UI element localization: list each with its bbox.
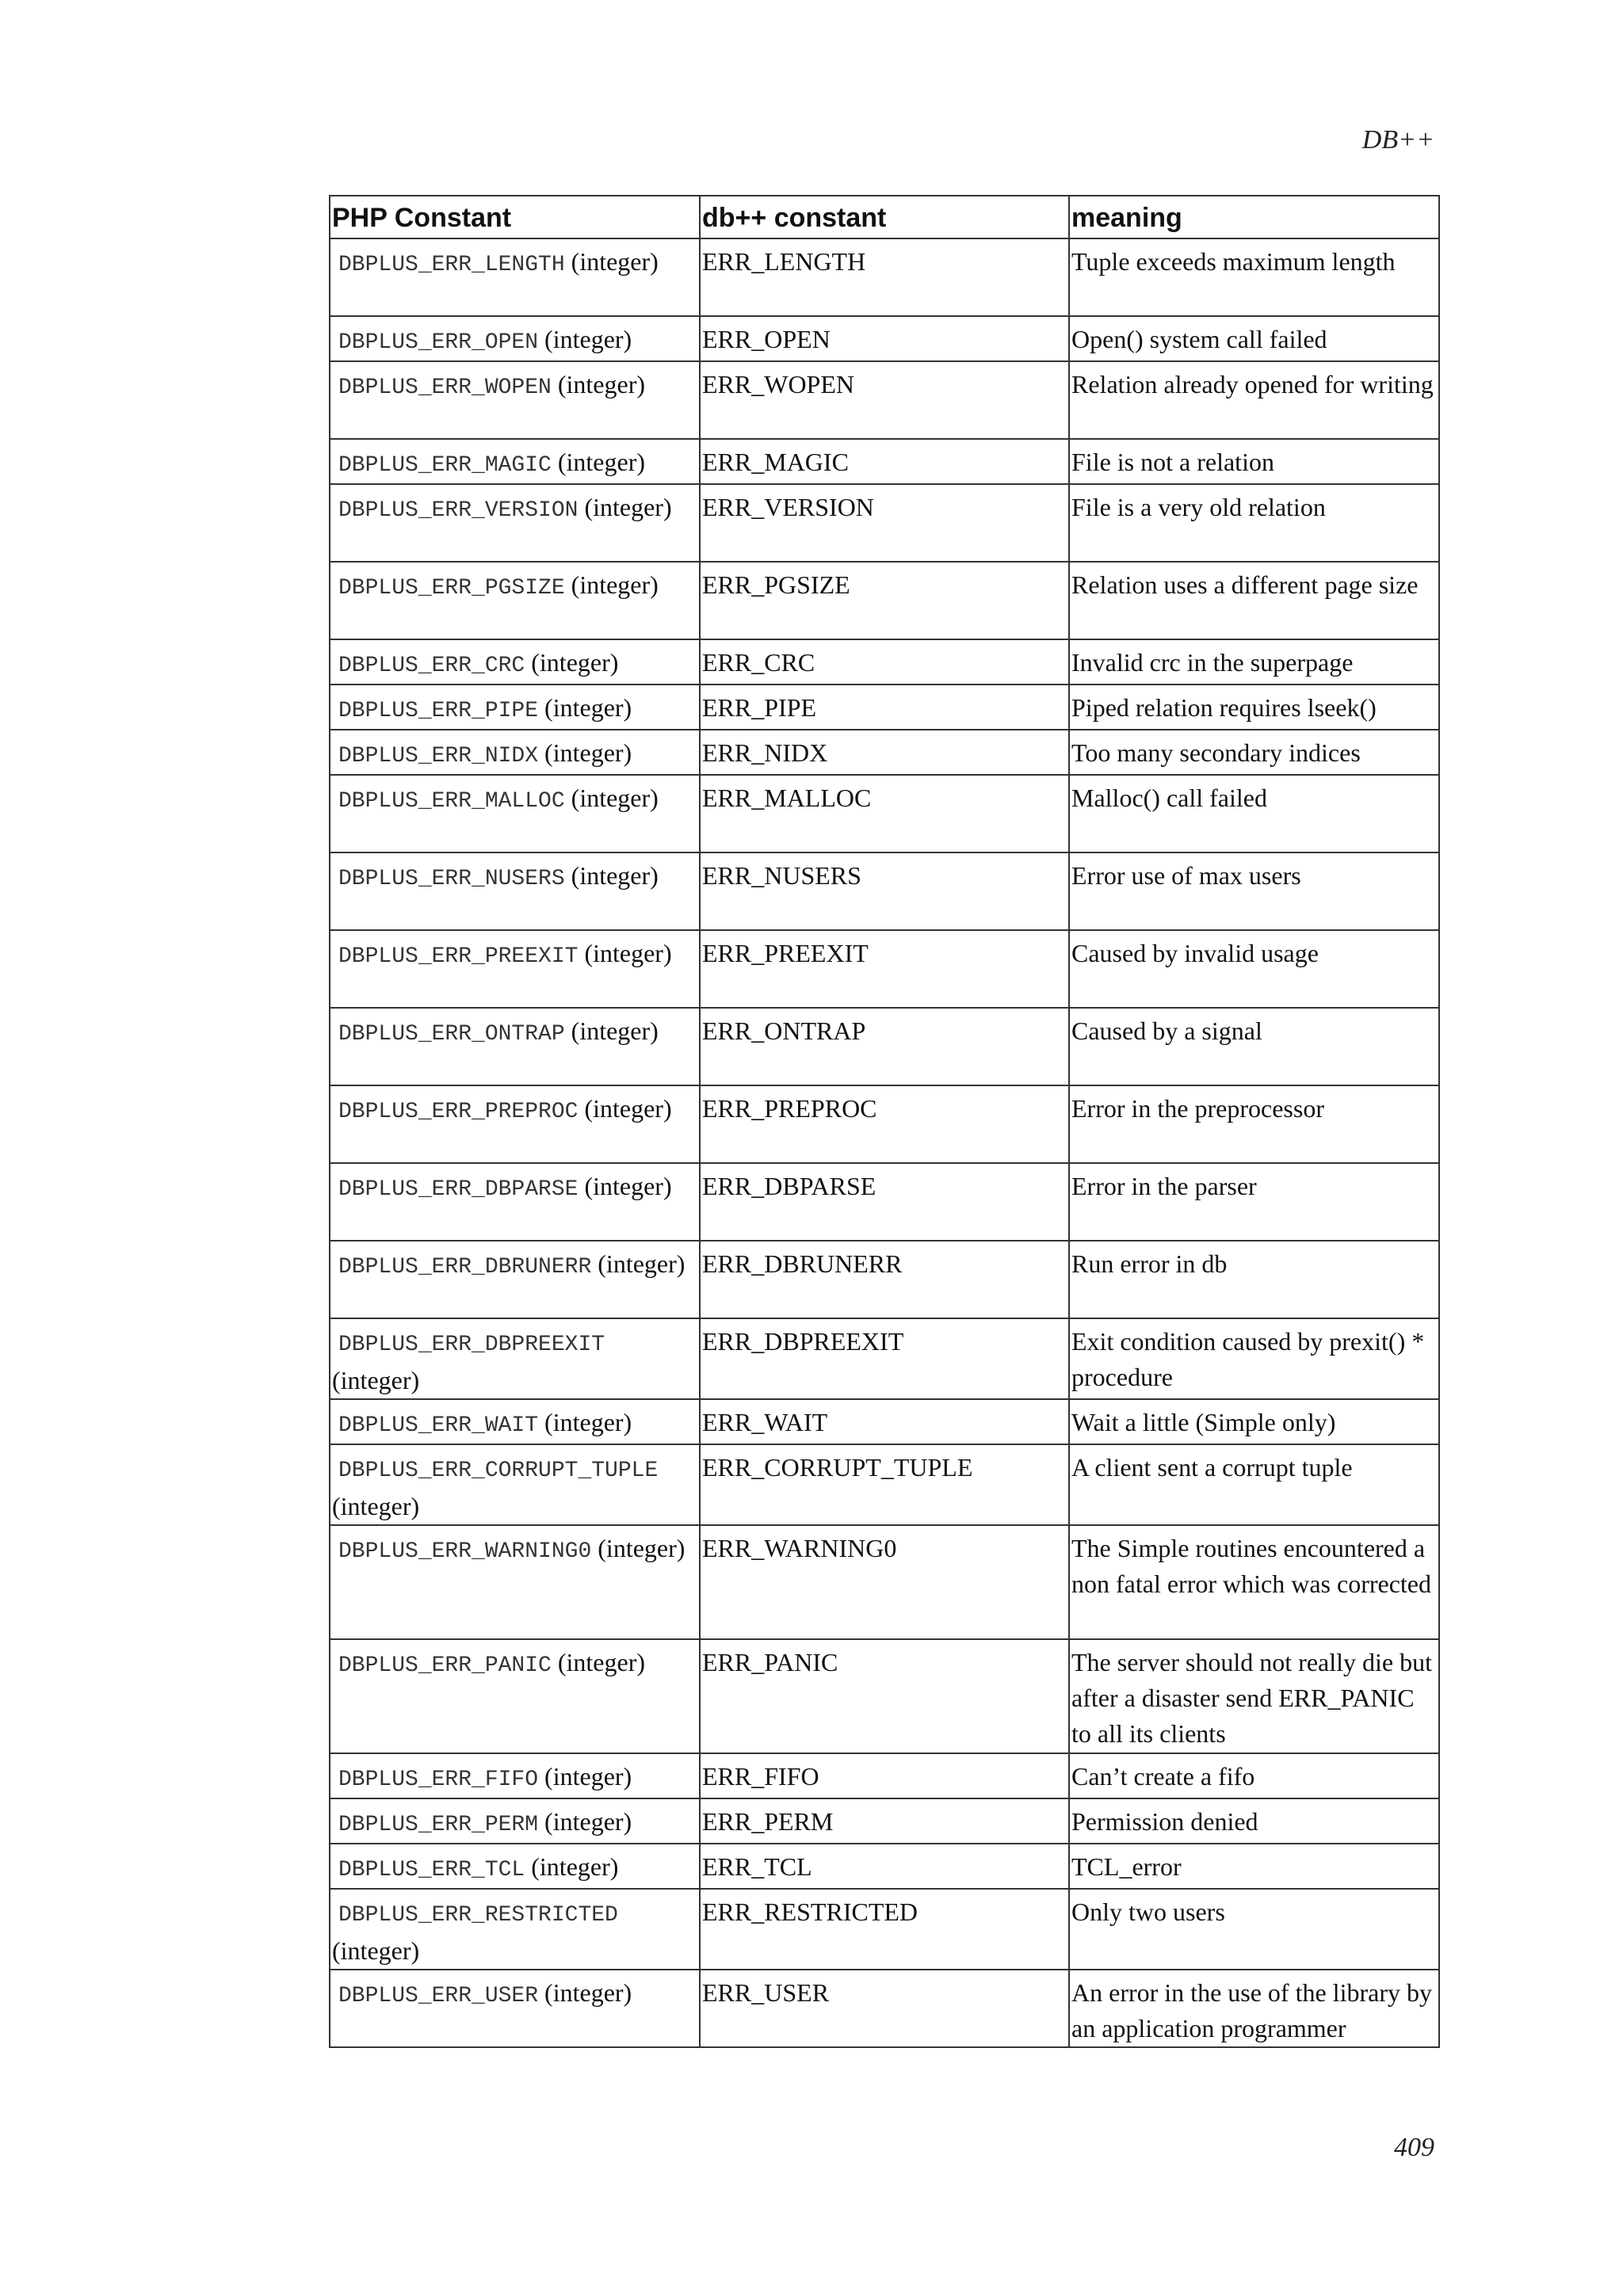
php-constant-cell xyxy=(330,1889,700,1970)
php-constant-cell xyxy=(330,484,700,562)
php-constant-type: (integer) xyxy=(544,325,632,353)
dbpp-constant-cell: ERR_TCL xyxy=(700,1844,1069,1889)
dbpp-constant-cell: ERR_VERSION xyxy=(700,484,1069,562)
dbpp-constant-cell: ERR_RESTRICTED xyxy=(700,1889,1069,1970)
meaning-cell: Error in the preprocessor xyxy=(1069,1085,1439,1163)
table-row xyxy=(330,1318,1439,1399)
dbpp-constant-cell: ERR_MALLOC xyxy=(700,775,1069,852)
php-constant-name: DBPLUS_ERR_PERM xyxy=(338,1813,539,1837)
dbpp-constant-cell: ERR_LENGTH xyxy=(700,238,1069,316)
table-row xyxy=(330,1444,1439,1525)
meaning-cell: Relation already opened for writing xyxy=(1069,361,1439,439)
php-constant-type: (integer) xyxy=(531,648,619,677)
meaning-cell: Error use of max users xyxy=(1069,852,1439,930)
dbpp-constant-cell: ERR_FIFO xyxy=(700,1753,1069,1798)
table-row xyxy=(330,1889,1439,1970)
meaning-cell: Can’t create a fifo xyxy=(1069,1753,1439,1798)
meaning-cell: A client sent a corrupt tuple xyxy=(1069,1444,1439,1525)
php-constant-name: DBPLUS_ERR_PGSIZE xyxy=(338,576,565,601)
dbpp-constant-cell: ERR_WOPEN xyxy=(700,361,1069,439)
dbpp-constant-cell: ERR_PREEXIT xyxy=(700,930,1069,1008)
dbpp-constant-cell: ERR_USER xyxy=(700,1970,1069,2047)
table-row xyxy=(330,852,1439,930)
table-row xyxy=(330,1753,1439,1798)
php-constant-cell xyxy=(330,730,700,775)
meaning-cell: An error in the use of the library by an application programmer xyxy=(1069,1970,1439,2047)
meaning-cell: Caused by a signal xyxy=(1069,1008,1439,1085)
meaning-cell: Run error in db xyxy=(1069,1241,1439,1318)
meaning-cell: File is not a relation xyxy=(1069,439,1439,484)
php-constant-cell xyxy=(330,930,700,1008)
php-constant-type: (integer) xyxy=(544,738,632,767)
table-row xyxy=(330,1525,1439,1639)
php-constant-type: (integer) xyxy=(332,1492,420,1520)
php-constant-cell xyxy=(330,775,700,852)
constants-table xyxy=(329,195,1440,2048)
table-row xyxy=(330,775,1439,852)
php-constant-cell xyxy=(330,1844,700,1889)
php-constant-cell xyxy=(330,1163,700,1241)
php-constant-name: DBPLUS_ERR_PREPROC xyxy=(338,1100,579,1124)
table-row xyxy=(330,1163,1439,1241)
php-constant-name: DBPLUS_ERR_PREEXIT xyxy=(338,944,579,969)
meaning-cell: Open() system call failed xyxy=(1069,316,1439,361)
php-constant-name: DBPLUS_ERR_PANIC xyxy=(338,1653,552,1678)
php-constant-type: (integer) xyxy=(584,1172,672,1200)
php-constant-name: DBPLUS_ERR_FIFO xyxy=(338,1768,539,1792)
php-constant-name: DBPLUS_ERR_ONTRAP xyxy=(338,1022,565,1047)
table-header-row xyxy=(330,196,1439,238)
meaning-cell: The server should not really die but after a disaster send ERR_PANIC to all its clients xyxy=(1069,1639,1439,1753)
dbpp-constant-cell: ERR_WAIT xyxy=(700,1399,1069,1444)
php-constant-type: (integer) xyxy=(571,784,659,812)
meaning-cell: File is a very old relation xyxy=(1069,484,1439,562)
php-constant-type: (integer) xyxy=(557,448,645,476)
dbpp-constant-cell: ERR_CORRUPT_TUPLE xyxy=(700,1444,1069,1525)
php-constant-name: DBPLUS_ERR_CORRUPT_TUPLE xyxy=(338,1459,659,1483)
meaning-cell: Exit condition caused by prexit() * procedure xyxy=(1069,1318,1439,1399)
table-row xyxy=(330,316,1439,361)
table-row xyxy=(330,930,1439,1008)
meaning-cell: Piped relation requires lseek() xyxy=(1069,685,1439,730)
column-header-php-constant: PHP Constant xyxy=(330,196,700,238)
php-constant-name: DBPLUS_ERR_DBPREEXIT xyxy=(338,1333,605,1357)
table-row xyxy=(330,1085,1439,1163)
php-constant-type: (integer) xyxy=(544,1762,632,1791)
table-row xyxy=(330,1970,1439,2047)
php-constant-name: DBPLUS_ERR_TCL xyxy=(338,1858,525,1882)
php-constant-type: (integer) xyxy=(557,370,645,399)
table-row xyxy=(330,685,1439,730)
php-constant-type: (integer) xyxy=(544,1978,632,2007)
php-constant-type: (integer) xyxy=(544,1408,632,1436)
table-row xyxy=(330,1008,1439,1085)
dbpp-constant-cell: ERR_PANIC xyxy=(700,1639,1069,1753)
php-constant-cell xyxy=(330,1008,700,1085)
php-constant-cell xyxy=(330,316,700,361)
php-constant-type: (integer) xyxy=(598,1249,685,1278)
php-constant-cell xyxy=(330,1444,700,1525)
meaning-cell: Relation uses a different page size xyxy=(1069,562,1439,639)
php-constant-cell xyxy=(330,1753,700,1798)
php-constant-name: DBPLUS_ERR_CRC xyxy=(338,654,525,678)
meaning-cell: TCL_error xyxy=(1069,1844,1439,1889)
php-constant-type: (integer) xyxy=(332,1936,420,1965)
php-constant-cell xyxy=(330,1525,700,1639)
php-constant-cell xyxy=(330,1318,700,1399)
dbpp-constant-cell: ERR_ONTRAP xyxy=(700,1008,1069,1085)
dbpp-constant-cell: ERR_PGSIZE xyxy=(700,562,1069,639)
php-constant-type: (integer) xyxy=(571,570,659,599)
meaning-cell: The Simple routines encountered a non fatal error which was corrected xyxy=(1069,1525,1439,1639)
php-constant-cell xyxy=(330,685,700,730)
dbpp-constant-cell: ERR_DBRUNERR xyxy=(700,1241,1069,1318)
php-constant-name: DBPLUS_ERR_VERSION xyxy=(338,498,579,523)
php-constant-type: (integer) xyxy=(557,1648,645,1676)
dbpp-constant-cell: ERR_PERM xyxy=(700,1798,1069,1844)
table-row xyxy=(330,238,1439,316)
dbpp-constant-cell: ERR_MAGIC xyxy=(700,439,1069,484)
php-constant-type: (integer) xyxy=(584,939,672,967)
table-row xyxy=(330,1844,1439,1889)
meaning-cell: Wait a little (Simple only) xyxy=(1069,1399,1439,1444)
php-constant-cell xyxy=(330,1085,700,1163)
meaning-cell: Permission denied xyxy=(1069,1798,1439,1844)
dbpp-constant-cell: ERR_NUSERS xyxy=(700,852,1069,930)
meaning-cell: Caused by invalid usage xyxy=(1069,930,1439,1008)
meaning-cell: Invalid crc in the superpage xyxy=(1069,639,1439,685)
php-constant-type: (integer) xyxy=(531,1852,619,1881)
php-constant-type: (integer) xyxy=(332,1366,420,1394)
dbpp-constant-cell: ERR_PIPE xyxy=(700,685,1069,730)
dbpp-constant-cell: ERR_CRC xyxy=(700,639,1069,685)
php-constant-cell xyxy=(330,1970,700,2047)
php-constant-type: (integer) xyxy=(571,247,659,276)
php-constant-name: DBPLUS_ERR_DBPARSE xyxy=(338,1177,579,1202)
php-constant-cell xyxy=(330,439,700,484)
php-constant-cell xyxy=(330,852,700,930)
php-constant-cell xyxy=(330,238,700,316)
php-constant-type: (integer) xyxy=(571,1016,659,1045)
php-constant-cell xyxy=(330,1798,700,1844)
page-number: 409 xyxy=(1394,2133,1434,2162)
php-constant-name: DBPLUS_ERR_USER xyxy=(338,1984,539,2008)
dbpp-constant-cell: ERR_DBPREEXIT xyxy=(700,1318,1069,1399)
php-constant-name: DBPLUS_ERR_RESTRICTED xyxy=(338,1903,618,1928)
php-constant-cell xyxy=(330,562,700,639)
table-row xyxy=(330,484,1439,562)
table-row xyxy=(330,1241,1439,1318)
table-row xyxy=(330,361,1439,439)
php-constant-name: DBPLUS_ERR_NIDX xyxy=(338,744,539,769)
column-header-dbpp-constant: db++ constant xyxy=(700,196,1069,238)
meaning-cell: Error in the parser xyxy=(1069,1163,1439,1241)
php-constant-type: (integer) xyxy=(544,693,632,722)
php-constant-name: DBPLUS_ERR_WOPEN xyxy=(338,376,552,400)
php-constant-name: DBPLUS_ERR_WAIT xyxy=(338,1413,539,1438)
php-constant-type: (integer) xyxy=(544,1807,632,1836)
php-constant-name: DBPLUS_ERR_WARNING0 xyxy=(338,1539,592,1564)
dbpp-constant-cell: ERR_NIDX xyxy=(700,730,1069,775)
php-constant-name: DBPLUS_ERR_LENGTH xyxy=(338,253,565,277)
dbpp-constant-cell: ERR_DBPARSE xyxy=(700,1163,1069,1241)
table-row xyxy=(330,1399,1439,1444)
column-header-meaning: meaning xyxy=(1069,196,1439,238)
dbpp-constant-cell: ERR_OPEN xyxy=(700,316,1069,361)
php-constant-name: DBPLUS_ERR_MALLOC xyxy=(338,789,565,814)
php-constant-cell xyxy=(330,361,700,439)
dbpp-constant-cell: ERR_PREPROC xyxy=(700,1085,1069,1163)
php-constant-name: DBPLUS_ERR_OPEN xyxy=(338,330,539,355)
php-constant-cell xyxy=(330,639,700,685)
meaning-cell: Only two users xyxy=(1069,1889,1439,1970)
php-constant-type: (integer) xyxy=(584,493,672,521)
php-constant-type: (integer) xyxy=(584,1094,672,1123)
php-constant-name: DBPLUS_ERR_PIPE xyxy=(338,699,539,723)
table-row xyxy=(330,1639,1439,1753)
table-row xyxy=(330,1798,1439,1844)
php-constant-name: DBPLUS_ERR_DBRUNERR xyxy=(338,1255,592,1280)
meaning-cell: Malloc() call failed xyxy=(1069,775,1439,852)
meaning-cell: Tuple exceeds maximum length xyxy=(1069,238,1439,316)
php-constant-cell xyxy=(330,1241,700,1318)
page-header-title: DB++ xyxy=(1361,125,1434,154)
php-constant-cell xyxy=(330,1399,700,1444)
php-constant-type: (integer) xyxy=(598,1534,685,1562)
table-row xyxy=(330,439,1439,484)
meaning-cell: Too many secondary indices xyxy=(1069,730,1439,775)
table-row xyxy=(330,639,1439,685)
table-row xyxy=(330,562,1439,639)
table-row xyxy=(330,730,1439,775)
dbpp-constant-cell: ERR_WARNING0 xyxy=(700,1525,1069,1639)
php-constant-name: DBPLUS_ERR_MAGIC xyxy=(338,453,552,478)
php-constant-cell xyxy=(330,1639,700,1753)
php-constant-name: DBPLUS_ERR_NUSERS xyxy=(338,867,565,891)
php-constant-type: (integer) xyxy=(571,861,659,890)
table-body xyxy=(330,238,1439,2047)
